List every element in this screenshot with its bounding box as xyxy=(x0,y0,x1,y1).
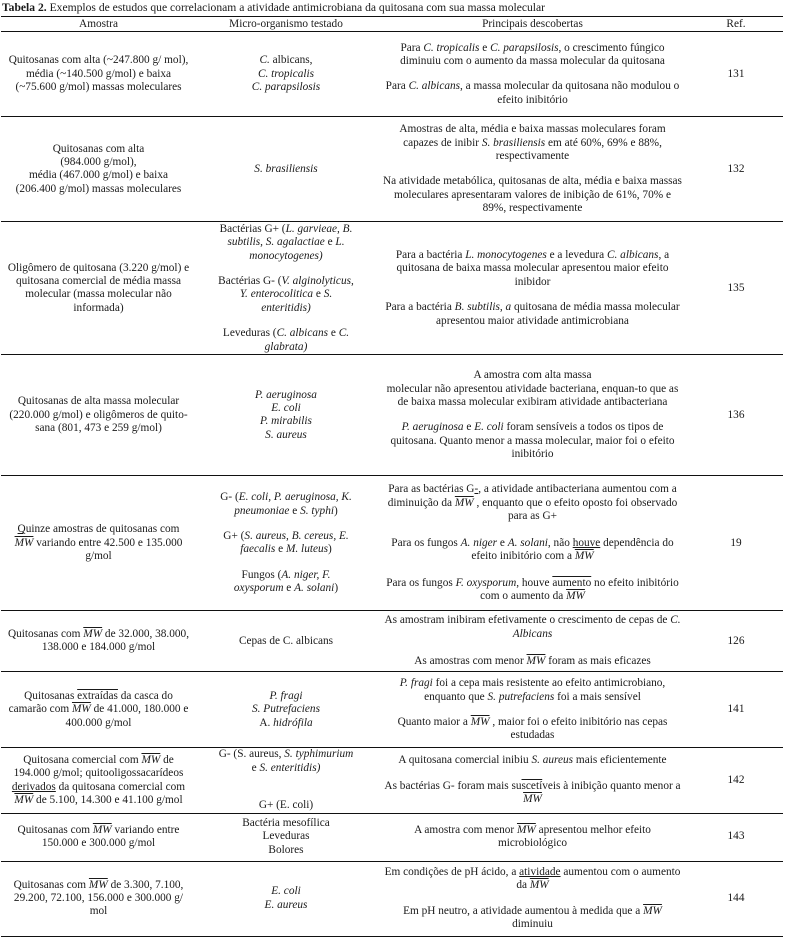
text-segment: C. glabrata) xyxy=(264,327,350,353)
micro-organism-entry xyxy=(218,717,354,730)
text-segment: atividade xyxy=(519,865,561,878)
text-segment: Para xyxy=(400,41,424,54)
text-segment: foi a mais sensível xyxy=(554,690,641,703)
finding-paragraph xyxy=(382,655,683,668)
text-segment: média (467.000 g/mol) e baixa xyxy=(29,169,168,182)
text-segment: Oligômero de quitosana (3.220 g/mol) e quitosana comercial de média massa molecular (massa molecular não informada) xyxy=(7,261,190,314)
finding-paragraph xyxy=(382,383,683,410)
text-segment: quitosana de média massa molecular apresentou maior atividade antimicrobiana xyxy=(436,301,680,327)
finding-paragraph xyxy=(382,537,683,564)
text-segment: Quitosanas xyxy=(24,689,78,702)
text-segment: V. alginolyticus, Y. enterocolitica xyxy=(239,275,354,301)
text-segment: A. solani xyxy=(507,536,548,549)
text-segment: - xyxy=(474,483,479,496)
cell-principais-descobertas xyxy=(376,748,689,813)
text-segment: ) xyxy=(328,543,332,556)
text-segment: Para as bactérias G xyxy=(388,483,475,496)
text-segment: S. brasiliensis xyxy=(481,136,546,149)
finding-paragraph xyxy=(382,123,683,163)
micro-organism-entry xyxy=(218,690,354,703)
finding-paragraph xyxy=(382,369,683,382)
text-segment: , não xyxy=(547,536,573,549)
text-segment: molecular não apresentou atividade bacteriana, enquan-to que as de baixa massa molecular exibiram atividade antibacteriana xyxy=(386,382,679,408)
micro-organism-entry xyxy=(218,817,354,830)
cell-amostra xyxy=(1,355,196,476)
micro-organism-entry xyxy=(218,415,354,428)
amostra-line xyxy=(7,879,190,919)
text-segment: aumento xyxy=(552,576,592,589)
micro-organism-entry xyxy=(218,275,354,315)
text-segment: e xyxy=(289,504,301,517)
text-segment: da quitosana comercial com xyxy=(55,780,186,793)
text-segment: de 41.000, 180.000 e 400.000 g/mol xyxy=(65,703,189,729)
text-segment: P. fragi xyxy=(269,689,303,702)
text-segment: e xyxy=(275,543,286,556)
text-segment: Para os fungos xyxy=(386,576,456,589)
micro-organism-entry xyxy=(218,81,354,94)
cell-principais-descobertas xyxy=(376,476,689,611)
cell-principais-descobertas xyxy=(376,117,689,222)
amostra-line xyxy=(7,395,190,435)
cell-principais-descobertas xyxy=(376,672,689,748)
micro-organism-entry xyxy=(218,703,354,716)
finding-paragraph xyxy=(382,614,683,641)
finding-paragraph xyxy=(382,780,683,807)
text-segment: houve xyxy=(572,536,601,549)
finding-paragraph xyxy=(382,42,683,69)
text-segment: C. Albicans xyxy=(512,614,681,640)
micro-organism-entry xyxy=(218,54,354,67)
cell-amostra xyxy=(1,861,196,936)
cell-amostra xyxy=(1,117,196,222)
text-segment: Quitosanas com xyxy=(7,628,84,640)
text-segment: foram as mais eficazes xyxy=(545,655,651,668)
finding-paragraph xyxy=(382,577,683,604)
text-segment: P. aeruginosa xyxy=(401,421,464,434)
cell-principais-descobertas xyxy=(376,355,689,476)
micro-organism-entry xyxy=(218,569,354,596)
mw-symbol: $\overline{MW}$ xyxy=(526,655,546,668)
text-segment: L. monocytogenes xyxy=(465,248,547,261)
text-segment: G+ ( xyxy=(223,530,245,542)
header-amostra: Amostra xyxy=(1,17,196,32)
text-segment: G+ (E. coli) xyxy=(258,799,314,812)
micro-organism-entry xyxy=(218,830,354,843)
text-segment: albicans, xyxy=(269,54,313,67)
text-segment: diminuiu xyxy=(512,918,553,931)
micro-organism-entry xyxy=(218,899,354,912)
mw-symbol: $\overline{MW}$ xyxy=(71,703,91,716)
text-segment: uinze amostras de quitosanas com xyxy=(25,523,180,536)
text-segment: S. aureus xyxy=(265,428,307,441)
cell-micro-organismo xyxy=(196,32,376,117)
text-segment: S. enteritidis) xyxy=(259,761,321,774)
text-segment: Leveduras ( xyxy=(222,327,277,340)
text-segment: e xyxy=(251,761,260,774)
text-segment: da casca do camarão com xyxy=(8,689,173,716)
mw-symbol: $\overline{MW}$ xyxy=(643,904,662,917)
text-segment: ) xyxy=(334,582,339,595)
cell-micro-organismo xyxy=(196,813,376,861)
amostra-line xyxy=(7,143,190,156)
mw-symbol: $\overline{MW}$ xyxy=(523,793,542,806)
cell-ref: 126 xyxy=(689,611,783,672)
mw-symbol: $\overline{MW}$ xyxy=(470,715,490,728)
text-segment: A. niger xyxy=(460,536,498,549)
text-segment: As amostram inibiram efetivamente o crescimento de cepas de xyxy=(384,614,671,627)
text-segment: As amostras com menor xyxy=(414,655,527,668)
text-segment: Para xyxy=(385,80,409,93)
table-row xyxy=(1,611,783,672)
micro-organism-entry xyxy=(218,389,354,402)
text-segment: de 194.000 g/mol; quitooligossacarídeos xyxy=(13,753,184,780)
text-segment: S. putrefaciens xyxy=(487,690,555,703)
text-segment: A. niger, F. oxysporum xyxy=(233,568,331,595)
finding-paragraph xyxy=(382,754,683,767)
cell-ref: 142 xyxy=(689,748,783,813)
text-segment: Quitosanas com alta xyxy=(52,142,145,155)
table-caption-text: Exemplos de estudos que correlacionam a atividade antimicrobiana da quitosana com sua massa molecular xyxy=(46,1,546,14)
cell-ref: 131 xyxy=(689,32,783,117)
text-segment: foi a cepa mais resistente ao efeito antimicrobiano, enquanto que xyxy=(424,677,666,703)
text-segment: P. aeruginosa xyxy=(255,388,317,401)
text-segment: A quitosana comercial inibiu xyxy=(398,754,532,767)
text-segment: Quitosanas de alta massa molecular (220.000 g/mol) e oligômeros de quito-sana (801, 473 e 259 g/mol) xyxy=(9,395,188,435)
text-segment: E. coli, P. aeruginosa, K. pneumoniae xyxy=(234,491,352,517)
text-segment: foram sensíveis a todos os tipos de quitosana. Quanto menor a massa molecular, maior foi o efeito inibitório xyxy=(390,421,675,461)
finding-paragraph xyxy=(382,716,683,743)
header-ref: Ref. xyxy=(689,17,783,32)
text-segment: Em condições de pH ácido, a xyxy=(384,865,520,878)
text-segment: Quitosanas com xyxy=(17,823,93,836)
text-segment: Em pH neutro, a atividade aumentou à medida que a xyxy=(403,904,644,917)
micro-organism-entry xyxy=(218,635,354,648)
text-segment: e xyxy=(463,421,475,434)
text-segment: Bactérias G+ ( xyxy=(219,222,286,235)
amostra-line xyxy=(7,523,190,536)
mw-symbol: $\overline{MW}$ xyxy=(566,589,585,602)
text-segment: no efeito inibitório com o aumento da xyxy=(480,576,679,602)
molecular-mass-table xyxy=(1,16,783,937)
finding-paragraph xyxy=(382,301,683,328)
text-segment: A amostra com alta massa xyxy=(473,369,592,382)
cell-ref: 19 xyxy=(689,476,783,611)
text-segment: variando entre 150.000 e 300.000 g/mol xyxy=(41,823,180,850)
mw-symbol: $\overline{MW}$ xyxy=(14,536,34,549)
amostra-line xyxy=(7,54,190,94)
text-segment: M. luteus xyxy=(286,543,329,556)
text-segment: P. mirabilis xyxy=(260,415,312,428)
cell-ref: 143 xyxy=(689,813,783,861)
text-segment: As bactérias G- foram mais su xyxy=(384,779,522,792)
text-segment: Para a bactéria xyxy=(395,248,466,261)
micro-organism-entry xyxy=(218,68,354,81)
text-segment: Para a bactéria xyxy=(385,301,455,314)
text-segment: Quitosanas com alta (~247.800 g/ mol), média (~140.500 g/mol) e baixa (~75.600 g/mol) massas moleculares xyxy=(8,54,189,94)
text-segment: veis à inibição quanto menor a xyxy=(542,779,681,792)
table-row xyxy=(1,476,783,611)
text-segment: dependência do efeito inibitório com a xyxy=(471,536,674,563)
text-segment: de 3.300, 7.100, 29.200, 72.100, 156.000 e 300.000 g/ mol xyxy=(13,878,184,918)
amostra-line xyxy=(7,262,190,316)
cell-micro-organismo xyxy=(196,222,376,355)
table-caption-label: Tabela 2. xyxy=(2,1,47,14)
text-segment: G- (S. aureus, xyxy=(218,748,285,761)
cell-amostra xyxy=(1,32,196,117)
text-segment: Q xyxy=(17,523,26,536)
text-segment: e xyxy=(479,41,491,54)
cell-amostra xyxy=(1,672,196,748)
text-segment: E. aureus xyxy=(264,898,308,911)
text-segment: S. enteritidis) xyxy=(261,288,333,314)
micro-organism-entry xyxy=(218,163,354,176)
mw-symbol: $\overline{MW}$ xyxy=(141,753,161,766)
text-segment: em até 60%, 69% e 88%, respectivamente xyxy=(495,136,662,162)
micro-organism-entry xyxy=(218,748,354,775)
micro-organism-entry xyxy=(218,491,354,518)
amostra-line xyxy=(7,824,190,851)
text-segment: de 5.100, 14.300 e 41.100 g/mol xyxy=(33,793,183,806)
amostra-line xyxy=(7,183,190,196)
cell-principais-descobertas xyxy=(376,611,689,672)
text-segment: derivados xyxy=(11,780,56,793)
cell-amostra xyxy=(1,813,196,861)
text-segment: aumentou com o aumento da xyxy=(516,865,681,892)
text-segment: Para os fungos xyxy=(391,536,461,549)
table-header-row xyxy=(1,17,783,32)
cell-ref: 144 xyxy=(689,861,783,936)
finding-paragraph xyxy=(382,866,683,893)
text-segment: e xyxy=(283,582,295,595)
text-segment: mais eficientemente xyxy=(573,754,667,767)
text-segment: , houve xyxy=(516,576,553,589)
text-segment: S. brasiliensis xyxy=(254,162,318,175)
text-segment: E. coli xyxy=(271,885,301,898)
cell-ref: 132 xyxy=(689,117,783,222)
amostra-line xyxy=(7,754,190,808)
text-segment: extraídas xyxy=(77,689,118,702)
cell-ref: 136 xyxy=(689,355,783,476)
text-segment: de 32.000, 38.000, 138.000 e 184.000 g/mol xyxy=(41,628,190,654)
finding-paragraph xyxy=(382,483,683,523)
cell-micro-organismo xyxy=(196,861,376,936)
text-segment: L. garvieae, B. subtilis, S. agalactiae xyxy=(227,222,353,249)
mw-symbol: $\overline{MW}$ xyxy=(14,793,34,806)
finding-paragraph xyxy=(382,905,683,932)
text-segment: Quitosana comercial com xyxy=(23,753,142,766)
text-segment: , a massa molecular da quitosana não modulou o efeito inibitório xyxy=(460,80,680,106)
finding-paragraph xyxy=(382,175,683,215)
cell-ref: 135 xyxy=(689,222,783,355)
mw-symbol: $\overline{MW}$ xyxy=(88,878,108,891)
text-segment: , maior foi o efeito inibitório nas cepas estudadas xyxy=(489,715,668,742)
amostra-line xyxy=(7,156,190,169)
text-segment: C. parapsilosis xyxy=(251,81,321,94)
cell-principais-descobertas xyxy=(376,222,689,355)
text-segment: , a atividade antibacteriana aumentou com a diminuição da xyxy=(387,483,677,509)
amostra-line xyxy=(7,628,190,655)
table-row xyxy=(1,861,783,936)
text-segment: e xyxy=(313,288,324,301)
text-segment: e xyxy=(497,536,508,549)
text-segment: , o crescimento fúngico diminuiu com o aumento da massa molecular da quitosana xyxy=(400,41,665,67)
cell-micro-organismo xyxy=(196,611,376,672)
text-segment: Leveduras xyxy=(262,830,310,843)
text-segment: S. typhi xyxy=(300,504,334,517)
text-segment: ) xyxy=(334,504,338,517)
cell-amostra xyxy=(1,222,196,355)
finding-paragraph xyxy=(382,677,683,704)
text-segment: E. coli xyxy=(474,421,504,434)
text-segment: scetí xyxy=(521,779,543,792)
cell-amostra xyxy=(1,748,196,813)
amostra-line xyxy=(7,169,190,182)
text-segment: Quitosanas com xyxy=(13,878,89,891)
text-segment: Bolores xyxy=(268,843,304,856)
micro-organism-entry xyxy=(218,885,354,898)
mw-symbol: $\overline{MW}$ xyxy=(529,879,549,892)
text-segment: Cepas de C. albicans xyxy=(238,634,334,647)
text-segment: Amostras de alta, média e baixa massas moleculares foram capazes de inibir xyxy=(399,123,666,149)
amostra-line xyxy=(7,690,190,730)
text-segment: P. fragi xyxy=(399,677,433,690)
cell-micro-organismo xyxy=(196,117,376,222)
cell-amostra xyxy=(1,476,196,611)
text-segment: F. oxysporum xyxy=(455,576,517,589)
header-principais-descobertas: Principais descobertas xyxy=(376,17,689,32)
text-segment: E. coli xyxy=(271,402,301,414)
micro-organism-entry xyxy=(218,223,354,263)
text-segment: apresentou melhor efeito microbiológico xyxy=(497,823,651,850)
micro-organism-entry xyxy=(218,799,354,812)
text-segment: e xyxy=(328,327,339,340)
text-segment: C. tropicalis xyxy=(257,67,315,80)
micro-organism-entry xyxy=(218,327,354,354)
text-segment: C. albicans xyxy=(606,248,659,261)
table-row xyxy=(1,117,783,222)
cell-principais-descobertas xyxy=(376,32,689,117)
text-segment: Quanto maior a xyxy=(397,715,471,728)
text-segment: S. aureus xyxy=(531,754,574,767)
text-segment: S. typhimurium xyxy=(284,748,354,761)
table-caption xyxy=(2,0,545,16)
table-row xyxy=(1,748,783,813)
text-segment: C. albicans xyxy=(276,327,329,340)
cell-amostra xyxy=(1,611,196,672)
header-micro-organismo: Micro-organismo testado xyxy=(196,17,376,32)
mw-symbol: $\overline{MW}$ xyxy=(574,550,594,563)
cell-micro-organismo xyxy=(196,476,376,611)
text-segment: e a levedura xyxy=(546,248,607,261)
mw-symbol: $\overline{MW}$ xyxy=(92,823,112,836)
text-segment: C. albicans xyxy=(408,80,461,93)
text-segment: B. subtilis, a xyxy=(454,301,512,314)
text-segment: S. aureus, B. cereus, E. faecalis xyxy=(240,530,349,556)
mw-symbol: $\overline{MW}$ xyxy=(516,823,536,836)
finding-paragraph xyxy=(382,421,683,461)
text-segment: A amostra com menor xyxy=(414,823,517,836)
text-segment: S. Putrefaciens xyxy=(252,703,320,716)
text-segment: A. xyxy=(259,716,274,729)
mw-symbol: $\overline{MW}$ xyxy=(454,496,474,509)
text-segment: C. parapsilosis xyxy=(490,41,559,54)
text-segment: G- ( xyxy=(220,491,239,504)
text-segment: A. solani xyxy=(294,582,335,595)
cell-micro-organismo xyxy=(196,748,376,813)
mw-symbol: $\overline{MW}$ xyxy=(83,628,103,640)
text-segment: , enquanto que o efeito oposto foi observado para as G+ xyxy=(473,496,678,523)
micro-organism-entry xyxy=(218,429,354,442)
text-segment: variando entre 42.500 e 135.000 g/mol xyxy=(33,536,183,563)
micro-organism-entry xyxy=(218,530,354,557)
text-segment: e xyxy=(324,236,336,249)
text-segment: , a quitosana de baixa massa molecular apresentou maior efeito inibidor xyxy=(396,248,670,288)
table-row xyxy=(1,32,783,117)
micro-organism-entry xyxy=(218,402,354,415)
text-segment: L. monocytogenes) xyxy=(249,236,345,262)
text-segment: (984.000 g/mol), xyxy=(60,156,137,168)
table-row xyxy=(1,355,783,476)
finding-paragraph xyxy=(382,824,683,851)
cell-principais-descobertas xyxy=(376,861,689,936)
table-row xyxy=(1,813,783,861)
text-segment: (206.400 g/mol) massas moleculares xyxy=(15,182,182,195)
micro-organism-entry xyxy=(218,844,354,857)
finding-paragraph xyxy=(382,249,683,289)
text-segment: Fungos ( xyxy=(241,568,282,581)
cell-ref: 141 xyxy=(689,672,783,748)
cell-principais-descobertas xyxy=(376,813,689,861)
table-row xyxy=(1,222,783,355)
cell-micro-organismo xyxy=(196,355,376,476)
finding-paragraph xyxy=(382,80,683,107)
text-segment: Bactérias G- ( xyxy=(218,275,282,287)
text-segment: C. xyxy=(259,54,270,67)
text-segment: Bactéria mesofílica xyxy=(242,817,330,830)
cell-micro-organismo xyxy=(196,672,376,748)
text-segment: Na atividade metabólica, quitosanas de alta, média e baixa massas moleculares apresentaram valores de inibição de 61%, 70% e 89%, respectivamente xyxy=(383,175,682,215)
text-segment: hidrófila xyxy=(273,716,313,729)
amostra-line xyxy=(7,537,190,564)
text-segment: C. tropicalis xyxy=(423,41,480,54)
table-row xyxy=(1,672,783,748)
